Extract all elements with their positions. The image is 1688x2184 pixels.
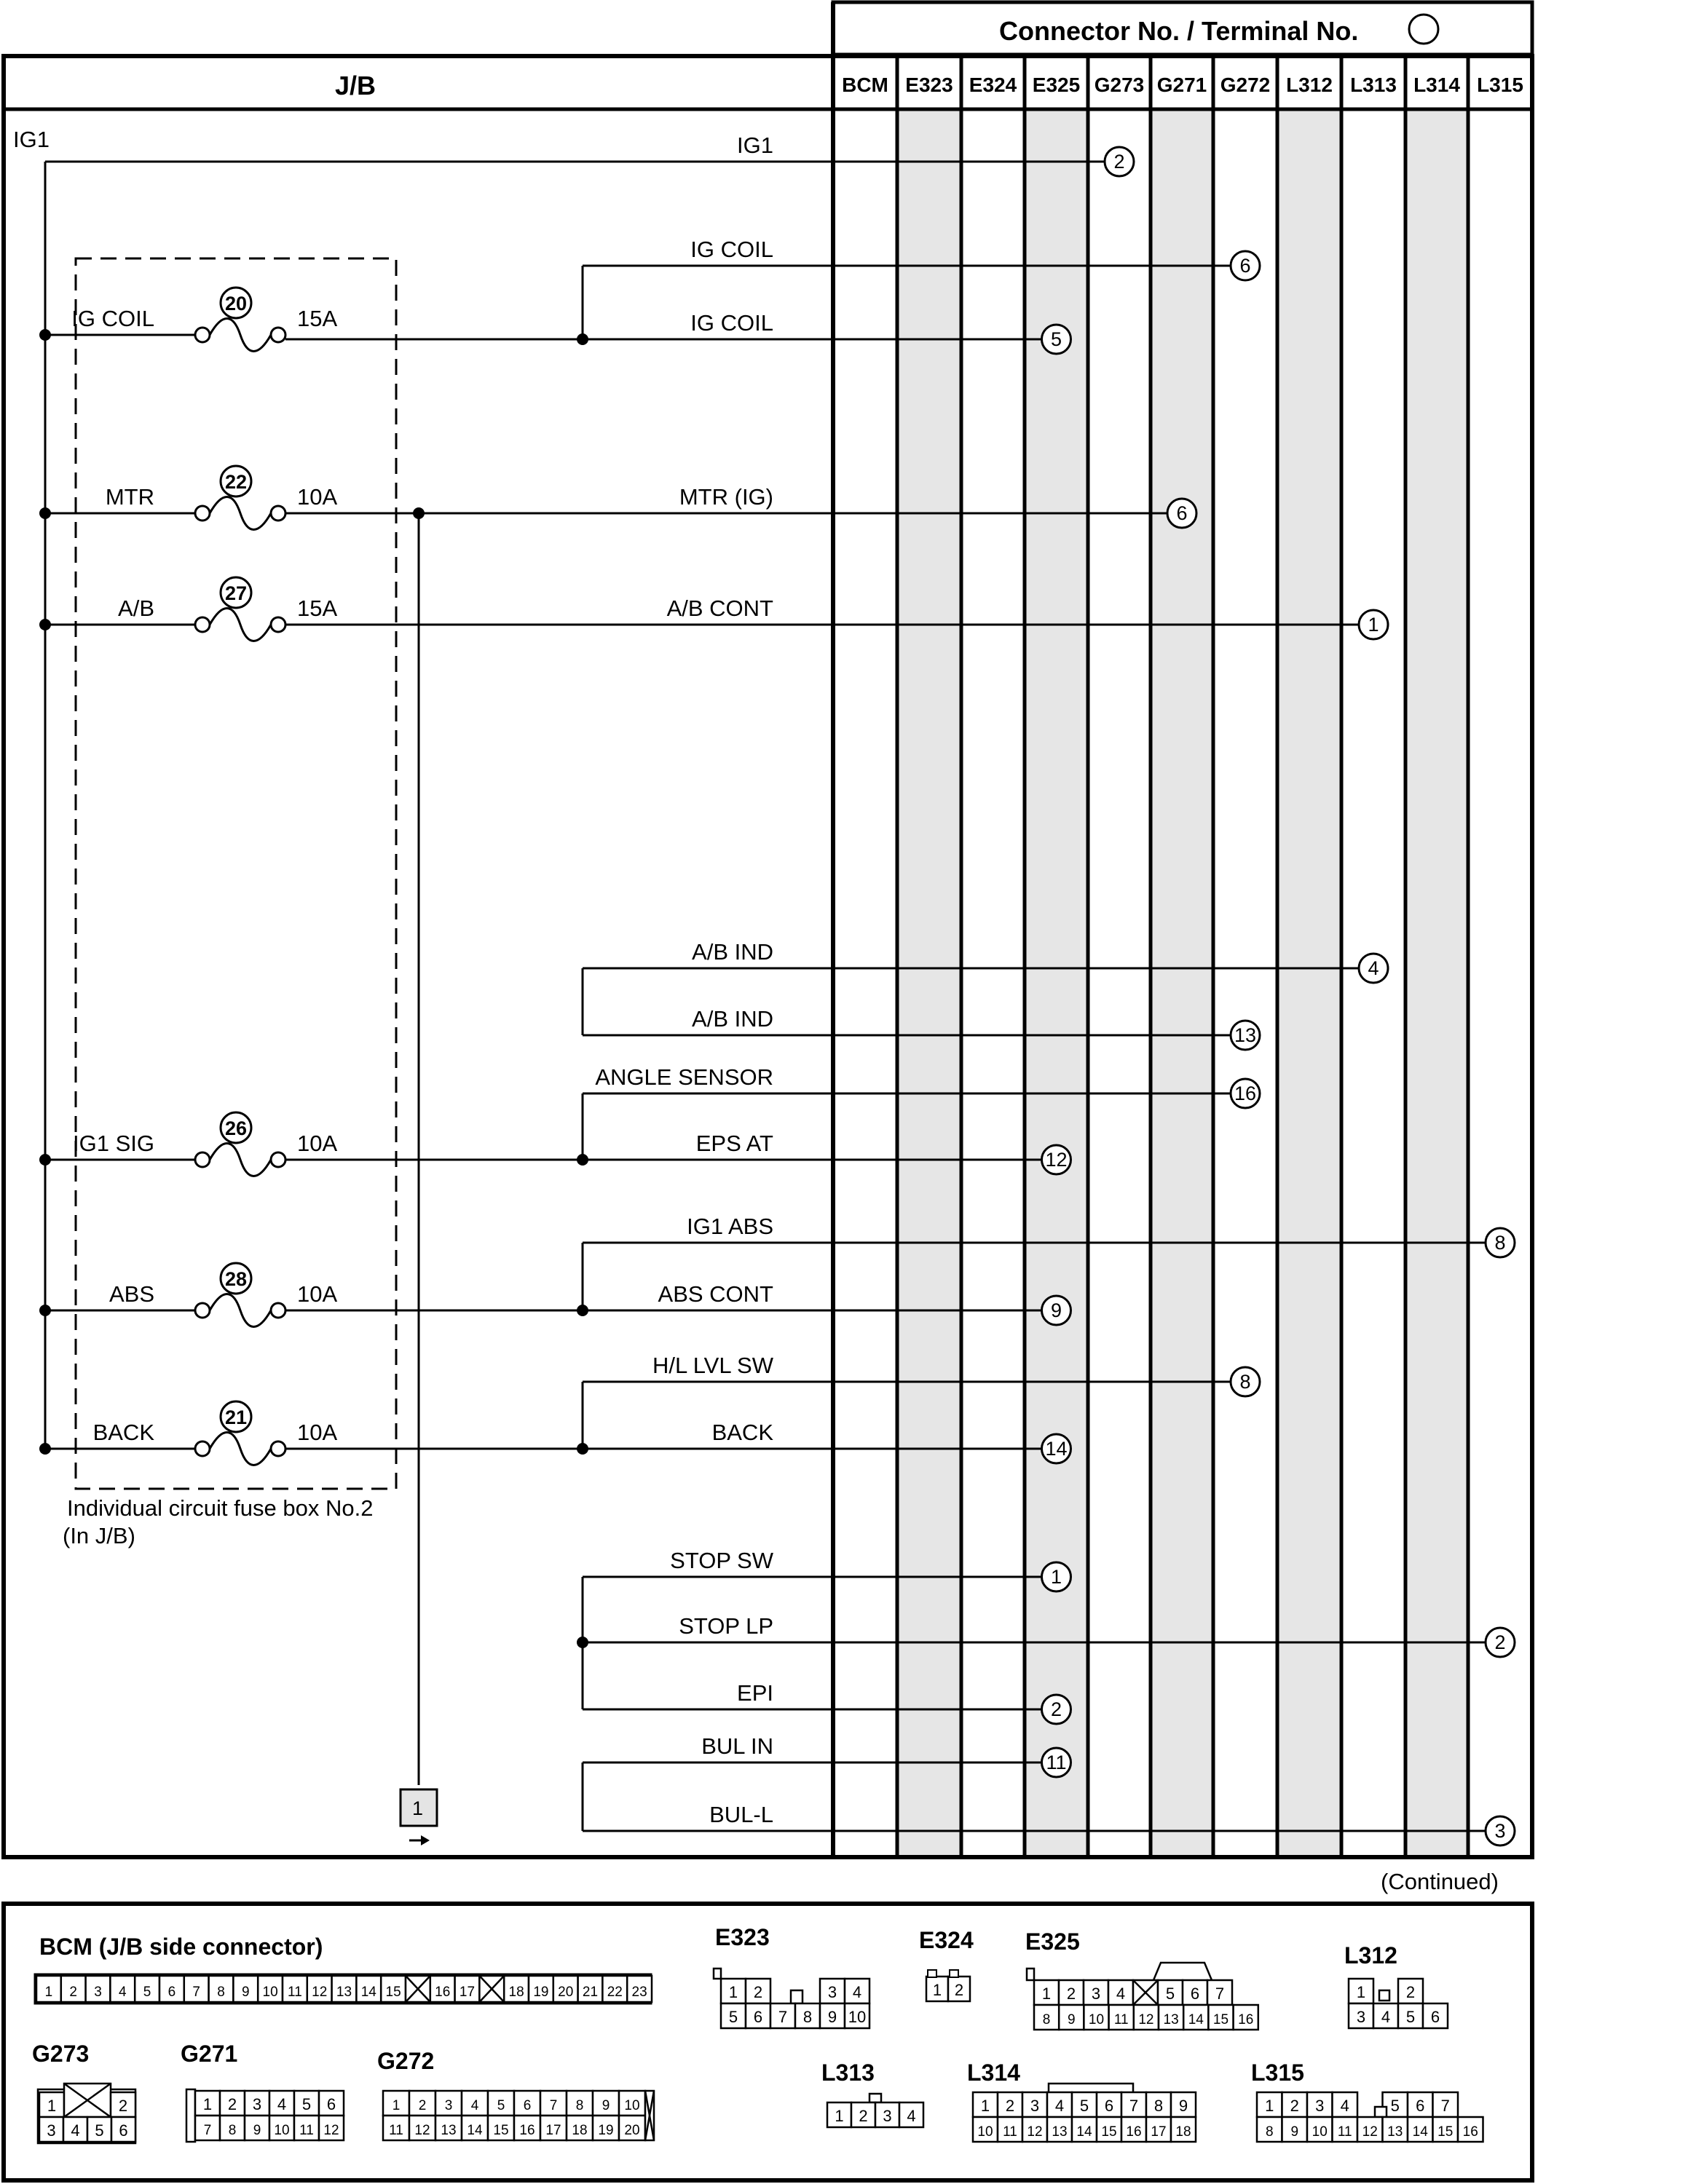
fuse-28 [39,1263,337,1327]
connector-pin-number: 2 [69,1985,77,2000]
connector-pin-number: 2 [118,2097,128,2115]
fuse-rating-label: 10A [297,1281,338,1307]
terminal-number: 8 [1239,1371,1251,1393]
connector-pin-number: 6 [1416,2097,1425,2115]
fuse-icon [210,319,271,352]
circuit-label: STOP SW [670,1548,773,1573]
fuse-number: 28 [224,1268,248,1290]
splice-dot [39,1305,51,1316]
splice-dot [577,333,588,345]
fuse-rating-label: 10A [297,1131,338,1156]
connector-pin-number: 3 [1091,1985,1101,2003]
connector-pin-number: 14 [467,2123,483,2138]
fuse-rating-label: 15A [297,596,338,621]
circuit-label: A/B IND [692,939,773,965]
fuse-22 [39,466,337,530]
column-header-l313: L313 [1350,74,1397,96]
ig1-bus-label: IG1 [13,127,50,152]
connector-pin-number: 12 [1138,2012,1154,2027]
terminal-number: 1 [1050,1566,1062,1588]
splice-dot [39,507,51,519]
fuse-icon [210,1144,271,1176]
connector-pin-number: 1 [980,2097,990,2115]
connector-pin-number: 10 [1312,2124,1328,2140]
terminal-number: 6 [1176,502,1188,524]
connector-pin-number: 20 [558,1985,574,2000]
connector-pin-number: 2 [227,2095,237,2113]
fuse-icon [210,1294,271,1327]
terminal-number: 5 [1050,328,1062,350]
connector-pin-number: 21 [582,1985,599,2000]
connector-pin-number: 2 [418,2098,427,2113]
connector-pin-number: 1 [44,1985,53,2000]
connector-pin-number: 6 [326,2095,336,2113]
connector-pin-number: 4 [1381,2008,1391,2026]
connector-pin-number: 14 [1188,2012,1204,2027]
connector-pin-number: 16 [1238,2012,1254,2027]
connector-pin-number: 13 [1052,2124,1068,2140]
fuse-rating-label: 10A [297,484,338,510]
connector-pin-number: 8 [1042,2012,1051,2027]
connector-pin-number: 6 [1430,2008,1440,2026]
connector-g272 [377,2048,654,2140]
connector-pin-number: 22 [607,1985,623,2000]
connector-pin-number: 1 [1356,1983,1366,2001]
column-header-e323: E323 [905,74,953,96]
circuit-label: A/B IND [692,1006,773,1032]
connector-pin-number: 10 [1088,2012,1105,2027]
splice-dot [577,1637,588,1648]
circuit-label: ABS CONT [658,1281,773,1307]
connector-pin-number: 6 [167,1985,176,2000]
connector-title: G272 [377,2048,435,2074]
connector-pin-number: 4 [1340,2097,1349,2115]
splice-dot [39,329,51,341]
connector-pin-number: 18 [572,2123,588,2138]
terminal-number: 11 [1046,1752,1067,1773]
connector-pin-number: 16 [519,2123,535,2138]
connector-pin-number: 17 [459,1985,476,2000]
connector-pin-number: 2 [954,1981,964,1999]
connector-pin-number: 2 [1405,1983,1416,2001]
connector-pin-number: 4 [119,1985,127,2000]
terminal-number: 2 [1050,1698,1062,1720]
connector-pin-number: 4 [71,2121,80,2140]
connector-pin-number: 13 [336,1985,352,2000]
connector-pin-number: 5 [1079,2097,1089,2115]
connector-pin-number: 4 [1116,1985,1126,2003]
connector-pin-number: 18 [508,1985,524,2000]
connector-pin-number: 7 [192,1985,200,2000]
fuse-number: 22 [224,471,248,493]
circuit-label: IG COIL [690,310,773,336]
terminal-number: 2 [1494,1631,1506,1653]
connector-pin-number: 16 [1126,2124,1142,2140]
connector-title: L313 [821,2060,875,2086]
terminal-number: 3 [1494,1820,1506,1842]
connector-pin-number: 9 [1068,2012,1076,2027]
column-header-g273: G273 [1094,74,1145,96]
circuit-label: ANGLE SENSOR [595,1064,773,1090]
fuse-number: 20 [224,293,248,314]
connector-pin-number: 9 [1290,2124,1299,2140]
connector-pin-number: 2 [1290,2097,1299,2115]
terminal-number: 14 [1045,1438,1068,1460]
connector-e325 [1025,1928,1258,2030]
connector-bcm [35,1934,652,2003]
connector-pin-number: 19 [598,2123,614,2138]
column-header-g271: G271 [1156,74,1207,96]
circuit-label: IG COIL [690,237,773,262]
splice-dot [577,1443,588,1455]
splice-dot [39,1154,51,1166]
circuit-label: H/L LVL SW [652,1353,773,1378]
terminal-number: 6 [1239,255,1251,277]
connector-title: E323 [715,1924,770,1950]
connector-l314 [967,2060,1196,2142]
connector-pin-number: 15 [493,2123,509,2138]
connector-pin-number: 9 [827,2008,837,2026]
connector-e324 [919,1927,974,2001]
connector-pin-number: 4 [852,1983,862,2001]
connector-pin-number: 3 [94,1985,102,2000]
connector-pin-number: 8 [802,2008,813,2026]
fuse-21 [39,1401,337,1465]
column-shade [1151,109,1213,1855]
fuse-name-label: ABS [109,1281,154,1307]
circuit-label: BUL-L [709,1802,773,1827]
connector-pin-number: 1 [1265,2097,1274,2115]
circuit-label: MTR (IG) [679,484,773,510]
connector-pin-number: 1 [835,2107,844,2125]
connector-title: L314 [967,2060,1020,2086]
fuse-20 [39,288,337,352]
connector-pin-number: 10 [977,2124,993,2140]
column-header-e324: E324 [969,74,1017,96]
connector-pin-number: 5 [497,2098,505,2113]
connector-pin-number: 6 [523,2098,532,2113]
connector-pin-number: 10 [848,2008,867,2026]
column-header-l315: L315 [1477,74,1523,96]
fuse-number: 27 [224,582,248,604]
connector-title: E324 [919,1927,974,1953]
circuit-label: IG1 [737,132,773,158]
connector-pin-number: 9 [242,1985,250,2000]
connector-pin-number: 1 [202,2095,213,2113]
terminal-number: 16 [1234,1083,1257,1104]
connector-pin-number: 14 [360,1985,376,2000]
connector-title: L315 [1251,2060,1304,2086]
terminal-circle-icon [1409,15,1438,44]
fuse-box-caption-sub: (In J/B) [63,1523,135,1548]
fuse-icon [210,609,271,641]
connector-pin-number: 9 [253,2123,261,2138]
column-shade [1405,109,1468,1855]
connector-pin-number: 3 [47,2121,56,2140]
connector-header-title: Connector No. / Terminal No. [999,16,1359,46]
connector-pin-number: 3 [252,2095,262,2113]
connector-pin-number: 9 [602,2098,610,2113]
circuit-label: IG1 ABS [687,1214,773,1239]
connector-pin-number: 8 [575,2098,584,2113]
connector-pin-number: 2 [753,1983,763,2001]
connector-pin-number: 7 [1440,2097,1450,2115]
connector-pin-number: 10 [262,1985,278,2000]
connector-pin-number: 7 [1129,2097,1139,2115]
splice-dot [39,619,51,630]
connector-pin-number: 23 [631,1985,647,2000]
connector-pin-number: 12 [323,2123,339,2138]
connector-pin-number: 16 [435,1985,451,2000]
fuse-rating-label: 10A [297,1420,338,1445]
connector-pin-number: 13 [1163,2012,1179,2027]
connector-pin-number: 14 [1412,2124,1428,2140]
connector-pin-number: 10 [624,2098,640,2113]
fuse-name-label: A/B [118,596,154,621]
fuses [39,288,337,1465]
connector-pin-number: 13 [1387,2124,1403,2140]
connector-title: G271 [181,2041,238,2067]
connector-g271 [181,2041,344,2142]
connector-pin-number: 12 [1027,2124,1043,2140]
connector-pin-number: 12 [414,2123,430,2138]
splice-dot [39,1443,51,1455]
connector-pin-number: 1 [932,1981,942,1999]
column-header-l312: L312 [1286,74,1333,96]
connector-pin-number: 5 [1390,2097,1400,2115]
circuit-label: BUL IN [701,1733,773,1759]
connector-pin-number: 11 [1113,2012,1129,2027]
connector-pin-number: 8 [1265,2124,1274,2140]
connector-pin-number: 2 [1005,2097,1015,2115]
connector-pin-number: 20 [624,2123,640,2138]
connector-pin-number: 19 [533,1985,549,2000]
fuse-name-label: BACK [92,1420,154,1445]
connector-pin-number: 9 [1178,2097,1188,2115]
connector-pin-number: 17 [545,2123,561,2138]
connector-pin-number: 12 [1362,2124,1378,2140]
connector-l312 [1344,1942,1448,2028]
connector-pin-number: 4 [907,2107,916,2125]
connector-pin-number: 7 [203,2123,212,2138]
column-shade [897,109,961,1855]
splice-dot [577,1305,588,1316]
connector-pin-number: 5 [728,2008,738,2026]
column-headers [842,74,1523,96]
connector-pin-number: 15 [1437,2124,1454,2140]
connector-pin-number: 1 [728,1983,738,2001]
connector-pin-number: 2 [1066,1985,1076,2003]
connector-legend [32,1924,1483,2143]
connector-pin-number: 6 [119,2121,128,2140]
connector-l313 [821,2060,923,2127]
connector-pin-number: 15 [385,1985,401,2000]
connector-pin-number: 11 [288,1985,302,2000]
connector-pin-number: 3 [827,1983,837,2001]
connector-pin-number: 15 [1212,2012,1229,2027]
connector-title: G273 [32,2041,90,2067]
connector-pin-number: 5 [301,2095,312,2113]
terminal-number: 13 [1234,1024,1257,1046]
connector-pin-number: 3 [1030,2097,1040,2115]
connector-pin-number: 8 [217,1985,225,2000]
connector-pin-number: 4 [470,2098,479,2113]
continuation-box-label: 1 [412,1797,424,1819]
connector-pin-number: 5 [143,1985,151,2000]
connector-pin-number: 11 [389,2123,403,2138]
connector-pin-number: 14 [1076,2124,1092,2140]
column-header-e325: E325 [1032,74,1081,96]
fuse-icon [210,1433,271,1465]
connector-pin-number: 18 [1175,2124,1191,2140]
connector-title: E325 [1025,1928,1080,1955]
continuation-arrowhead-icon [421,1835,430,1845]
circuit-label: A/B CONT [666,596,773,621]
connector-pin-number: 11 [1003,2124,1017,2140]
connector-pin-number: 16 [1462,2124,1478,2140]
connector-pin-number: 6 [1190,1985,1200,2003]
terminal-number: 12 [1045,1149,1068,1171]
connector-pin-number: 3 [883,2107,892,2125]
fuse-26 [39,1112,337,1176]
fuse-name-label: IG1 SIG [73,1131,154,1156]
column-header-l314: L314 [1413,74,1460,96]
connector-pin-number: 5 [95,2121,104,2140]
fuse-name-label: IG COIL [71,306,154,331]
connector-pin-number: 4 [1054,2097,1065,2115]
jb-label: J/B [335,71,376,100]
circuit-label: EPS AT [695,1131,773,1156]
connector-l315 [1251,2060,1483,2142]
terminal-number: 1 [1368,614,1379,636]
column-shade [1277,109,1341,1855]
connector-pin-number: 1 [1041,1985,1052,2003]
connector-pin-number: 3 [444,2098,453,2113]
connector-pin-number: 4 [277,2095,287,2113]
fuse-icon [210,497,271,530]
terminal-number: 8 [1494,1232,1506,1254]
connector-pin-number: 17 [1151,2124,1167,2140]
fuse-number: 26 [224,1117,248,1139]
terminal-number: 9 [1050,1299,1062,1321]
connector-title: BCM (J/B side connector) [39,1934,323,1960]
connector-pin-number: 1 [392,2098,401,2113]
circuit-label: BACK [711,1420,773,1445]
fuse-name-label: MTR [105,484,154,510]
connector-pin-number: 5 [1165,1985,1175,2003]
fuse-rating-label: 15A [297,306,338,331]
continued-label: (Continued) [1381,1869,1499,1894]
column-header-bcm: BCM [842,74,888,96]
connector-pin-number: 13 [441,2123,457,2138]
connector-g273 [32,2041,135,2143]
fuse-number: 21 [224,1406,248,1428]
connector-pin-number: 3 [1356,2008,1366,2026]
splice-dot [577,1154,588,1166]
circuit-label: EPI [737,1680,773,1706]
splice-dot [413,507,425,519]
connector-pin-number: 6 [1104,2097,1114,2115]
connector-pin-number: 3 [1315,2097,1325,2115]
terminal-number: 4 [1368,957,1379,979]
circuit-label: STOP LP [679,1613,773,1639]
column-shading [897,109,1468,1855]
column-header-g272: G272 [1220,74,1271,96]
connector-pin-number: 1 [47,2097,57,2115]
connector-pin-number: 2 [859,2107,868,2125]
column-shade [1025,109,1088,1855]
connector-pin-number: 10 [274,2123,290,2138]
connector-pin-number: 8 [228,2123,237,2138]
connector-pin-number: 15 [1101,2124,1117,2140]
connector-title: L312 [1344,1942,1397,1969]
connector-pin-number: 11 [1337,2124,1352,2140]
connector-pin-number: 7 [549,2098,558,2113]
connector-pin-number: 7 [1215,1985,1225,2003]
connector-pin-number: 7 [778,2008,788,2026]
connector-pin-number: 8 [1153,2097,1164,2115]
connector-pin-number: 12 [312,1985,328,2000]
connector-pin-number: 5 [1405,2008,1416,2026]
fuse-box-caption: Individual circuit fuse box No.2 [67,1495,374,1521]
connector-e323 [714,1924,869,2028]
connector-pin-number: 11 [299,2123,314,2138]
connector-pin-number: 6 [753,2008,763,2026]
terminal-number: 2 [1113,151,1125,173]
fuse-27 [39,577,337,641]
